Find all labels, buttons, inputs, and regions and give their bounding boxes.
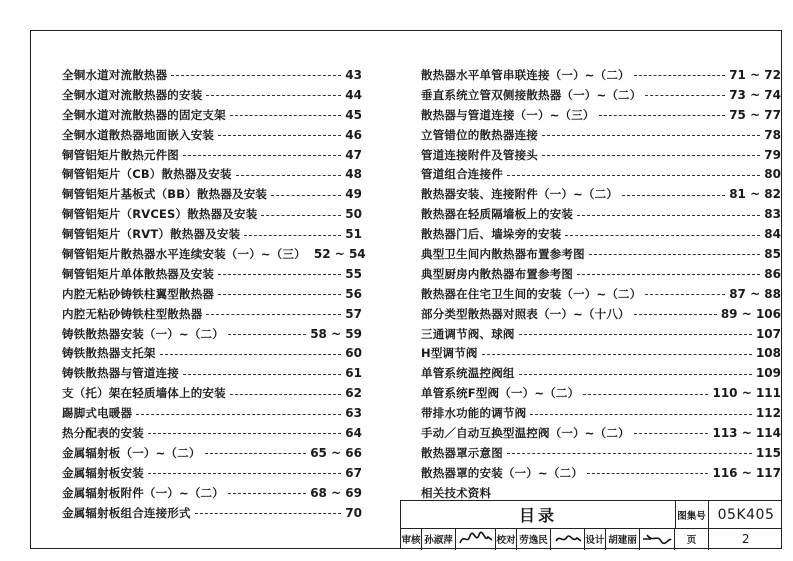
toc-right-column [421,65,781,503]
toc-entry [421,423,781,443]
toc-entry-title: 金属辐射板安装 [62,465,144,480]
toc-leader-line [228,493,306,494]
toc-entry-title: 相关技术资料 [421,485,492,500]
toc-entry-page: 51 [345,227,362,242]
toc-leader-line [171,75,341,76]
toc-entry-page: 84 [764,227,781,242]
toc-entry-title: 手动／自动互换型温控阀（一）~（二） [421,425,630,440]
toc-entry-title: 部分类型散热器对照表（一）~（十八） [421,306,630,321]
toc-leader-line [218,294,341,295]
toc-leader-line [136,414,341,415]
toc-entry-title: 管道连接附件及管接头 [421,147,538,162]
toc-entry-page: 78 [764,127,781,142]
toc-entry [421,343,781,363]
toc-entry [62,403,362,423]
toc-entry [62,463,362,483]
toc-entry-title: 散热器安装、连接附件（一）~（二） [421,187,619,202]
toc-entry-page: 64 [345,425,362,440]
toc-entry-page: 81 ~ 82 [729,187,781,202]
checker-name: 劳逸民 [517,528,551,550]
toc-entry-title: 内腔无粘砂铸铁柱翼型散热器 [62,286,215,301]
toc-entry-page: 56 [345,286,362,301]
toc-entry [421,145,781,165]
toc-entry-title: 散热器在轻质隔墙板上的安装 [421,207,574,222]
toc-entry-title: 单管系统温控阀组 [421,366,515,381]
toc-entry-title: 铜管铝矩片单体散热器及安装 [62,266,215,281]
toc-leader-line [507,453,752,454]
toc-leader-line [230,394,341,395]
toc-leader-line [645,294,725,295]
toc-leader-line [206,95,341,96]
toc-entry [421,65,781,85]
toc-entry [62,125,362,145]
toc-leader-line [160,354,342,355]
toc-entry [421,463,781,483]
toc-entry [421,363,781,383]
toc-entry-page: 110 ~ 111 [712,386,781,401]
toc-leader-line [205,453,307,454]
toc-leader-line [587,473,709,474]
toc-entry [62,343,362,363]
toc-entry-title: 全铜水道对流散热器 [62,67,168,82]
toc-entry-title: 散热器在住宅卫生间的安装（一）~（二） [421,286,642,301]
toc-leader-line [577,215,760,216]
toc-entry-page: 44 [345,87,362,102]
toc-entry [421,324,781,344]
toc-entry-title: 散热器罩的安装（一）~（二） [421,465,583,480]
toc-leader-line [565,235,760,236]
toc-entry [62,363,362,383]
toc-entry-title: 铜管铝矩片散热元件图 [62,147,179,162]
toc-leader-line [482,354,752,355]
toc-leader-line [148,473,341,474]
toc-entry [421,85,781,105]
toc-entry-title: 金属辐射板组合连接形式 [62,505,191,520]
toc-entry-page: 80 [764,167,781,182]
toc-entry-page: 43 [345,67,362,82]
toc-entry-page: 68 ~ 69 [310,485,362,500]
toc-entry-page: 55 [345,266,362,281]
reviewer-signature [456,528,496,550]
toc-leader-line [244,235,341,236]
toc-entry-page: 60 [345,346,362,361]
review-label: 审核 [401,528,422,550]
toc-leader-line [183,155,341,156]
title-block-bottom-row [401,528,782,550]
toc-entry-title: 立管错位的散热器连接 [421,127,538,142]
toc-entry-title: 铜管铝矩片散热器水平连续安装（一）~（三） [62,246,306,261]
toc-entry [421,125,781,145]
toc-entry [421,284,781,304]
toc-leader-line [218,274,341,275]
toc-entry [421,264,781,284]
toc-leader-line [542,135,760,136]
design-label: 设计 [585,528,606,550]
toc-leader-line [230,115,341,116]
toc-entry-page: 65 ~ 66 [310,445,362,460]
toc-entry [62,145,362,165]
toc-entry [62,423,362,443]
toc-entry [421,164,781,184]
toc-entry-page: 108 [755,346,781,361]
toc-entry-page: 71 ~ 72 [729,67,781,82]
toc-entry-title: H型调节阀 [421,346,478,361]
toc-entry-page: 62 [345,386,362,401]
toc-entry [421,443,781,463]
toc-entry-title: 支（托）架在轻质墙体上的安装 [62,386,226,401]
toc-left-column [62,65,366,522]
page-label: 页 [675,528,709,550]
toc-leader-line [206,314,341,315]
toc-entry-title: 全铜水道对流散热器的固定支架 [62,107,226,122]
toc-entry [62,184,362,204]
toc-entry-page: 113 ~ 114 [712,425,781,440]
toc-entry [62,224,362,244]
toc-leader-line [599,115,726,116]
toc-entry-page: 79 [764,147,781,162]
toc-leader-line [195,513,342,514]
toc-entry-page: 49 [345,187,362,202]
toc-entry-page: 46 [345,127,362,142]
toc-entry-title: 三通调节阀、球阀 [421,326,515,341]
toc-entry [62,284,362,304]
toc-entry [62,105,362,125]
toc-entry-title: 散热器罩示意图 [421,445,503,460]
toc-entry-title: 散热器门后、墙垛旁的安装 [421,227,562,242]
toc-entry-page: 89 ~ 106 [720,306,781,321]
toc-entry-title: 金属辐射板（一）~（二） [62,445,201,460]
toc-entry-page: 73 ~ 74 [729,87,781,102]
toc-entry-title: 典型卫生间内散热器布置参考图 [421,246,585,261]
toc-leader-line [228,334,306,335]
toc-entry [421,244,781,264]
toc-entry-title: 铜管铝矩片（RVCES）散热器及安装 [62,207,258,222]
toc-entry-page: 52 ~ 54 [313,246,366,261]
toc-entry [62,503,362,523]
toc-entry-page: 75 ~ 77 [729,107,781,122]
toc-entry [421,304,781,324]
toc-entry [421,224,781,244]
toc-leader-line [634,75,725,76]
toc-entry-title: 全铜水道散热器地面嵌入安装 [62,127,215,142]
toc-entry [421,383,781,403]
toc-leader-line [218,135,341,136]
toc-entry-title: 垂直系统立管双侧接散热器（一）~（二） [421,87,642,102]
toc-leader-line [507,175,760,176]
toc-entry-page: 58 ~ 59 [310,326,362,341]
toc-entry [421,204,781,224]
toc-entry [62,483,362,503]
toc-entry-page: 107 [755,326,781,341]
toc-entry-page: 112 [755,406,781,421]
toc-leader-line [589,254,760,255]
toc-entry-title: 全铜水道对流散热器的安装 [62,87,203,102]
toc-leader-line [519,374,752,375]
toc-entry [421,184,781,204]
toc-entry-page: 87 ~ 88 [729,286,781,301]
toc-entry-title: 铜管铝矩片（CB）散热器及安装 [62,167,232,182]
toc-entry-title: 金属辐射板附件（一）~（二） [62,485,224,500]
toc-leader-line [236,175,342,176]
toc-leader-line [622,195,725,196]
toc-entry-title: 铸铁散热器支托架 [62,346,156,361]
toc-entry [62,164,362,184]
toc-entry-title: 典型厨房内散热器布置参考图 [421,266,574,281]
atlas-number: 05K405 [717,506,775,523]
toc-entry-page: 48 [345,167,362,182]
toc-leader-line [634,433,709,434]
toc-entry-page: 57 [345,306,362,321]
toc-entry-page: 116 ~ 117 [712,465,781,480]
toc-entry-page: 47 [345,147,362,162]
toc-entry-page: 67 [345,465,362,480]
toc-entry-page: 50 [345,207,362,222]
toc-leader-line [577,274,760,275]
toc-leader-line [261,215,341,216]
page-title: 目录 [401,501,676,528]
toc-entry [62,65,362,85]
toc-entry [421,403,781,423]
toc-entry-title: 内腔无粘砂铸铁柱型散热器 [62,306,203,321]
toc-entry [62,264,362,284]
title-block-top-row [401,501,782,529]
toc-entry [421,105,781,125]
checker-signature [551,528,585,550]
page-number: 2 [741,532,751,546]
designer-name: 胡建丽 [606,528,640,550]
reviewer-name: 孙淑萍 [422,528,456,550]
toc-entry [62,244,366,264]
toc-leader-line [583,394,708,395]
toc-entry-title: 单管系统F型阀（一）~（二） [421,386,580,401]
toc-entry-title: 散热器与管道连接（一）~（三） [421,107,595,122]
toc-leader-line [645,95,725,96]
toc-entry-title: 散热器水平单管串联连接（一）~（二） [421,67,630,82]
toc-entry [62,204,362,224]
toc-entry-page: 109 [755,366,781,381]
toc-entry-page: 83 [764,207,781,222]
toc-entry-title: 铜管铝矩片基板式（BB）散热器及安装 [62,187,268,202]
toc-entry [62,85,362,105]
toc-entry-page: 86 [764,266,781,281]
toc-entry-page: 45 [345,107,362,122]
toc-entry-title: 踢脚式电暖器 [62,406,133,421]
atlas-number-label: 图集号 [675,501,709,528]
toc-entry-page: 115 [755,445,781,460]
toc-leader-line [271,195,341,196]
toc-leader-line [542,155,760,156]
toc-leader-line [148,433,341,434]
title-block [400,500,782,549]
designer-signature [640,528,675,550]
toc-leader-line [183,374,341,375]
toc-leader-line [530,414,752,415]
toc-entry [62,304,362,324]
check-label: 校对 [496,528,517,550]
toc-entry [62,443,362,463]
toc-leader-line [634,314,717,315]
toc-entry [62,324,362,344]
toc-entry-page: 61 [345,366,362,381]
toc-entry-page: 85 [764,246,781,261]
toc-entry-title: 热分配表的安装 [62,425,144,440]
toc-entry-page: 70 [345,505,362,520]
toc-entry-title: 铸铁散热器安装（一）~（二） [62,326,224,341]
toc-entry-title: 带排水功能的调节阀 [421,406,527,421]
toc-entry-title: 管道组合连接件 [421,167,503,182]
toc-entry [62,383,362,403]
toc-entry-page: 63 [345,406,362,421]
toc-leader-line [519,334,752,335]
toc-entry-title: 铜管铝矩片（RVT）散热器及安装 [62,227,241,242]
toc-entry-title: 铸铁散热器与管道连接 [62,366,179,381]
